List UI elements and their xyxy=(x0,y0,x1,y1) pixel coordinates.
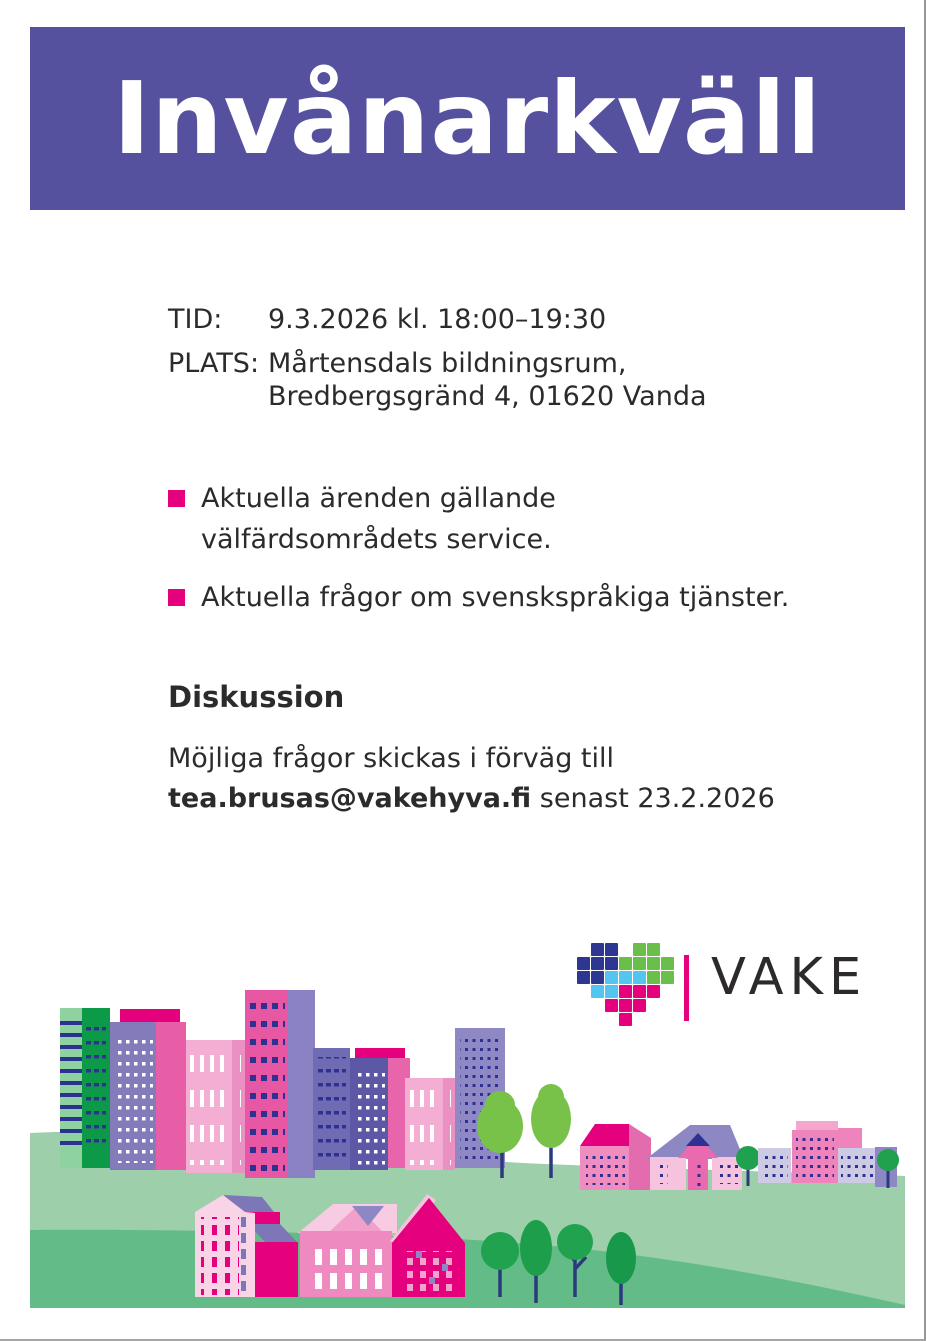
bullet-square-icon xyxy=(168,589,185,606)
title-banner xyxy=(30,27,905,210)
heart-pixel xyxy=(661,943,674,956)
bullet-square-icon xyxy=(168,490,185,507)
heart-pixel xyxy=(633,971,646,984)
event-details xyxy=(168,303,707,424)
time-label: TID: xyxy=(168,304,223,335)
heart-pixel xyxy=(577,971,590,984)
heart-pixel xyxy=(591,957,604,970)
discussion-section xyxy=(168,680,775,819)
heart-pixel xyxy=(605,957,618,970)
time-value: 9.3.2026 kl. 18:00–19:30 xyxy=(268,304,607,335)
heart-pixel xyxy=(647,971,660,984)
heart-pixel xyxy=(647,943,660,956)
place-label: PLATS: xyxy=(168,348,260,379)
detail-row-time xyxy=(168,303,707,336)
page-title: Invånarkväll xyxy=(113,59,822,177)
heart-pixel xyxy=(619,943,632,956)
heart-pixel xyxy=(591,943,604,956)
heart-pixel xyxy=(633,943,646,956)
heart-pixel xyxy=(605,971,618,984)
heart-pixel xyxy=(661,971,674,984)
detail-row-place xyxy=(168,347,707,413)
cityscape-illustration xyxy=(30,985,905,1308)
heart-pixel xyxy=(619,971,632,984)
contact-email-link[interactable]: tea.brusas@vakehyva.fi xyxy=(168,783,532,814)
list-item: Aktuella frågor om svenskspråkiga tjänster. xyxy=(168,577,789,618)
heart-pixel xyxy=(633,957,646,970)
discussion-heading: Diskussion xyxy=(168,680,345,714)
discussion-text: Möjliga frågor skickas i förväg till tea.brusas@vakehyva.fi senast 23.2.2026 xyxy=(168,743,775,814)
vake-wordmark: VAKE xyxy=(711,948,868,1007)
list-item: Aktuella ärenden gällande välfärdsområdets service. xyxy=(168,478,789,560)
heart-pixel xyxy=(605,943,618,956)
heart-pixel xyxy=(661,957,674,970)
place-value: Mårtensdals bildningsrum, Bredbergsgränd 4, 01620 Vanda xyxy=(268,348,707,412)
heart-pixel xyxy=(619,957,632,970)
heart-pixel xyxy=(577,943,590,956)
agenda-list xyxy=(168,478,789,635)
heart-pixel xyxy=(577,957,590,970)
heart-pixel xyxy=(647,957,660,970)
heart-pixel xyxy=(591,971,604,984)
